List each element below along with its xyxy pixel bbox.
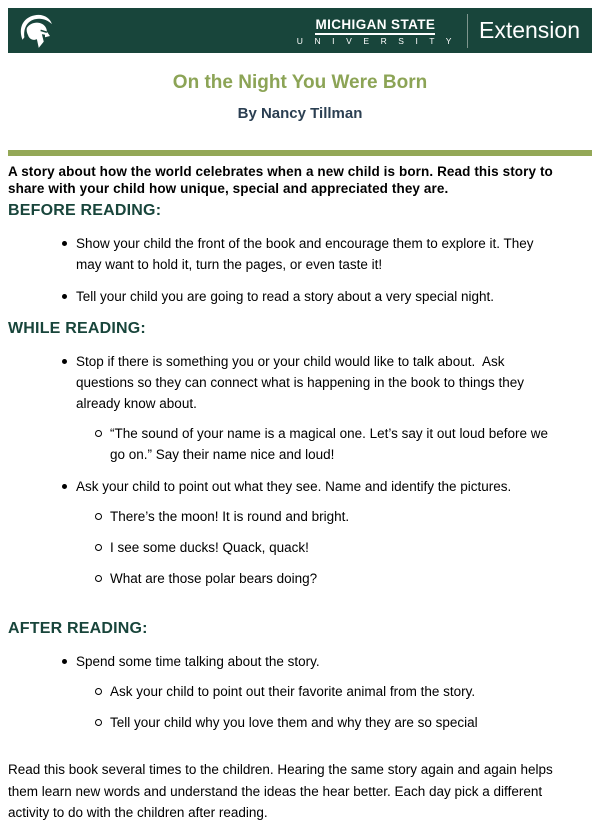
brand-divider — [467, 14, 468, 48]
bullet-item — [8, 476, 592, 589]
section-heading: BEFORE READING: — [8, 202, 162, 219]
bullet-list — [8, 233, 592, 307]
msu-wordmark — [295, 16, 456, 46]
bullet-item — [8, 351, 592, 465]
footer-paragraph: Read this book several times to the children. Hearing the same story again and again helps them learn new words and understand the ideas the hear better. Each day pick a different activity to do with the children after reading. — [8, 762, 553, 820]
section-after-reading — [8, 619, 592, 733]
bullet-text: Ask your child to point out what they see. Name and identify the pictures. — [76, 479, 512, 494]
sub-bullet-item: “The sound of your name is a magical one. Let’s say it out loud before we go on.” Say their name nice and loud! — [76, 423, 562, 465]
extension-label: Extension — [478, 17, 580, 43]
divider-rule — [8, 150, 592, 156]
page-title: On the Night You Were Born — [172, 72, 428, 93]
sub-bullet-list — [76, 506, 562, 589]
sub-bullet-item: There’s the moon! It is round and bright. — [76, 506, 562, 527]
bullet-item — [8, 233, 592, 275]
bullet-text: Tell your child you are going to read a story about a very special night. — [76, 289, 494, 304]
sub-bullet-list — [76, 423, 562, 465]
msu-header-bar — [8, 8, 592, 53]
section-before-reading — [8, 201, 592, 307]
bullet-list — [8, 651, 592, 733]
reading-sections — [8, 201, 592, 733]
sub-bullet-item: What are those polar bears doing? — [76, 568, 562, 589]
bullet-text: Show your child the front of the book and encourage them to explore it. They may want to hold it, turn the pages, or even taste it! — [76, 236, 534, 272]
bullet-item — [8, 651, 592, 733]
section-heading: WHILE READING: — [8, 320, 146, 337]
michigan-state-label: MICHIGAN STATE — [315, 17, 435, 35]
sub-bullet-item: Tell your child why you love them and why they are so special — [76, 712, 562, 733]
sub-bullet-list — [76, 681, 562, 733]
intro-paragraph: A story about how the world celebrates when a new child is born. Read this story to share with your child how unique, special and appreciated they are. — [8, 164, 553, 196]
bullet-list — [8, 351, 592, 589]
byline: By Nancy Tillman — [237, 105, 363, 122]
bullet-item — [8, 286, 592, 307]
spartan-helmet-icon — [15, 11, 55, 51]
bullet-text: Spend some time talking about the story. — [76, 654, 320, 669]
msu-wordmark-group — [295, 14, 580, 48]
sub-bullet-item: Ask your child to point out their favorite animal from the story. — [76, 681, 562, 702]
section-while-reading — [8, 319, 592, 589]
section-heading: AFTER READING: — [8, 620, 148, 637]
sub-bullet-item: I see some ducks! Quack, quack! — [76, 537, 562, 558]
university-label: U N I V E R S I T Y — [296, 35, 456, 46]
bullet-text: Stop if there is something you or your child would like to talk about. Ask questions so they can connect what is happening in the book to things they already know about. — [76, 354, 525, 411]
